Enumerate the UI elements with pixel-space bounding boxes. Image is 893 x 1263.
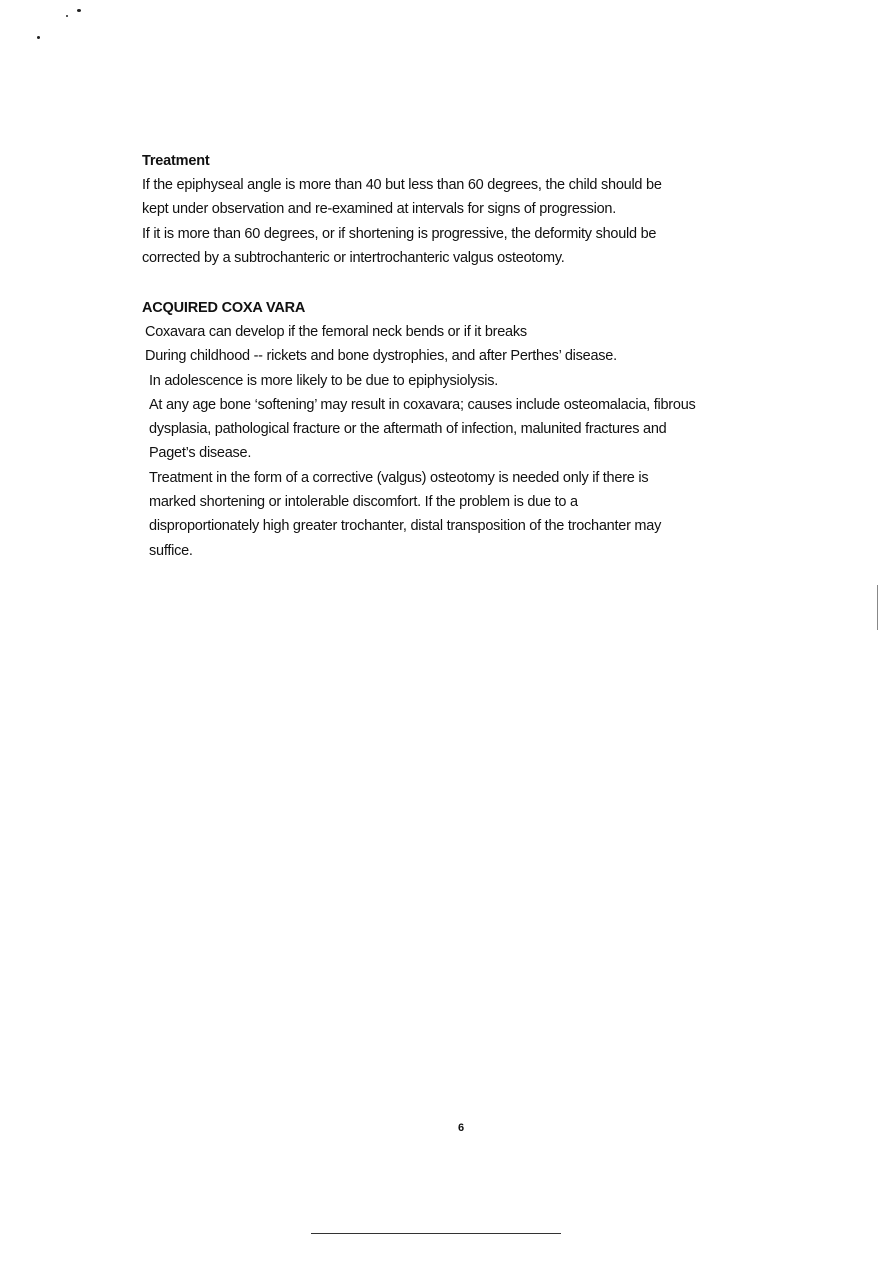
- treatment-heading: Treatment: [142, 153, 210, 169]
- footer-rule: [311, 1233, 561, 1234]
- acquired-line: In adolescence is more likely to be due to epiphysiolysis.: [149, 372, 498, 389]
- treatment-line: corrected by a subtrochanteric or intertrochanteric valgus osteotomy.: [142, 249, 565, 266]
- scan-speck: [37, 36, 40, 39]
- acquired-line: Coxavara can develop if the femoral neck bends or if it breaks: [145, 324, 527, 340]
- scan-edge-mark: [877, 585, 878, 630]
- acquired-coxa-vara-section: [142, 296, 782, 563]
- acquired-line: Paget’s disease.: [149, 445, 252, 462]
- acquired-line: dysplasia, pathological fracture or the aftermath of infection, malunited fractures and: [149, 421, 667, 438]
- acquired-heading: ACQUIRED COXA VARA: [142, 300, 306, 316]
- treatment-section: [142, 149, 782, 270]
- acquired-line: marked shortening or intolerable discomfort. If the problem is due to a: [149, 494, 578, 511]
- treatment-line: If it is more than 60 degrees, or if shortening is progressive, the deformity should be: [142, 225, 657, 242]
- acquired-line: suffice.: [149, 542, 193, 559]
- scan-speck: [77, 9, 81, 12]
- page-number: 6: [458, 1122, 465, 1134]
- acquired-line: During childhood -- rickets and bone dystrophies, and after Perthes’ disease.: [145, 348, 617, 365]
- treatment-line: kept under observation and re-examined at intervals for signs of progression.: [142, 201, 617, 218]
- treatment-line: If the epiphyseal angle is more than 40 but less than 60 degrees, the child should be: [142, 177, 662, 193]
- scan-speck: [66, 15, 68, 17]
- acquired-line: disproportionately high greater trochanter, distal transposition of the trochanter may: [149, 518, 662, 535]
- acquired-line: Treatment in the form of a corrective (valgus) osteotomy is needed only if there is: [149, 469, 649, 486]
- acquired-line: At any age bone ‘softening’ may result in coxavara; causes include osteomalacia, fibrous: [149, 396, 696, 413]
